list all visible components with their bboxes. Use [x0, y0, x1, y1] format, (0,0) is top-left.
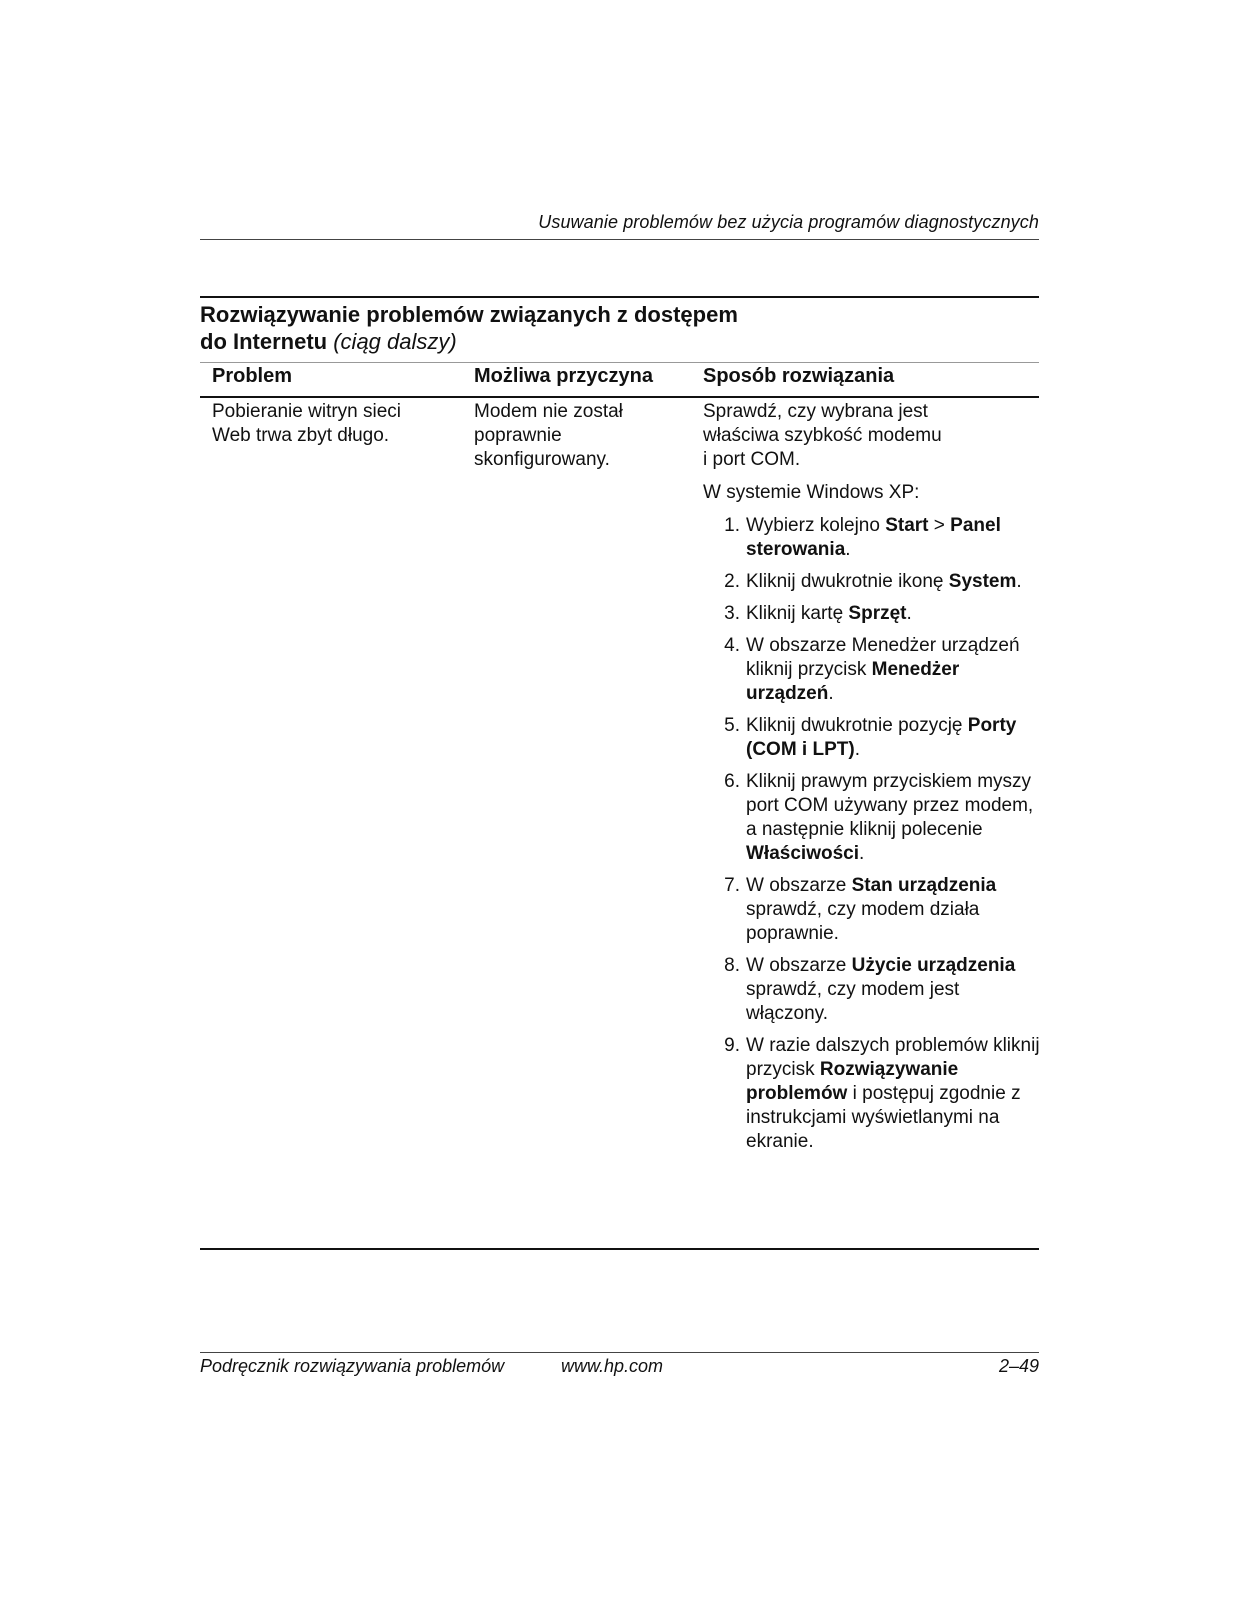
- solution-step: [710, 570, 1040, 594]
- footer-page-number: 2–49: [998, 1356, 1039, 1376]
- step-ui-term: Panel sterowania: [746, 515, 1001, 560]
- solution-step: [710, 602, 1040, 626]
- step-ui-term: Właściwości: [746, 843, 859, 864]
- table-bottom-rule: [200, 1248, 1039, 1250]
- solution-step: [710, 770, 1040, 866]
- step-text-fragment: Kliknij kartę: [746, 603, 849, 624]
- step-text-fragment: W razie dalszych problemów kliknij przycisk: [746, 1035, 1040, 1080]
- step-text: [746, 514, 1040, 562]
- step-text-fragment: W obszarze: [746, 875, 852, 896]
- step-ui-term: Start: [885, 515, 929, 536]
- step-text: [746, 770, 1040, 866]
- step-number: 4.: [724, 635, 740, 656]
- cause-line: poprawnie: [474, 425, 562, 446]
- step-ui-term: Stan urządzenia: [851, 875, 997, 896]
- solution-line: i port COM.: [703, 449, 801, 470]
- step-ui-term: Rozwiązywanie problemów: [746, 1059, 959, 1104]
- solution-step: [710, 954, 1040, 1026]
- solution-step: [710, 514, 1040, 562]
- step-number: 7.: [724, 875, 740, 896]
- table-top-rule: [200, 296, 1039, 298]
- step-number: 2.: [724, 571, 740, 592]
- step-text-fragment: Kliknij dwukrotnie pozycję: [746, 715, 968, 736]
- step-text-fragment: .: [859, 843, 865, 864]
- step-text: [746, 874, 1040, 946]
- step-text: [746, 714, 1040, 762]
- solution-line: Sprawdź, czy wybrana jest: [703, 401, 928, 422]
- step-text-fragment: Kliknij dwukrotnie ikonę: [746, 571, 949, 592]
- step-text-fragment: .: [828, 683, 834, 704]
- step-text-fragment: W obszarze Menedżer urządzeń kliknij przycisk: [746, 635, 1020, 680]
- step-text-fragment: sprawdź, czy modem działa poprawnie.: [746, 899, 980, 944]
- step-text-fragment: .: [906, 603, 912, 624]
- footer-divider: [200, 1352, 1039, 1353]
- running-head: Usuwanie problemów bez użycia programów diagnostycznych: [538, 212, 1039, 232]
- step-text: [746, 634, 1040, 706]
- step-ui-term: Użycie urządzenia: [851, 955, 1016, 976]
- step-text-fragment: .: [845, 539, 851, 560]
- solution-step: [710, 1034, 1040, 1154]
- cause-cell: [474, 400, 623, 472]
- column-header-cause: Możliwa przyczyna: [474, 365, 653, 387]
- step-text-fragment: W obszarze: [746, 955, 852, 976]
- step-text: [746, 954, 1040, 1026]
- step-ui-term: Menedżer urządzeń: [746, 659, 960, 704]
- step-text-fragment: .: [854, 739, 860, 760]
- step-text: [746, 570, 1040, 594]
- cause-line: skonfigurowany.: [474, 449, 610, 470]
- solution-step: [710, 634, 1040, 706]
- step-text: [746, 602, 1040, 626]
- step-number: 3.: [724, 603, 740, 624]
- step-ui-term: Sprzęt: [848, 603, 907, 624]
- solution-steps-list: [710, 514, 1040, 1162]
- table-title-line-1: Rozwiązywanie problemów związanych z dostępem: [200, 302, 738, 327]
- footer-url: www.hp.com: [561, 1356, 664, 1376]
- header-row-rule: [200, 396, 1039, 398]
- table-title: [200, 301, 738, 355]
- column-header-solution: Sposób rozwiązania: [703, 365, 895, 387]
- header-divider: [200, 239, 1039, 240]
- step-ui-term: System: [948, 571, 1017, 592]
- step-ui-term: Porty (COM i LPT): [746, 715, 1017, 760]
- table-title-line-2: do Internetu: [200, 329, 328, 354]
- solution-intro: [703, 400, 942, 472]
- solution-step: [710, 714, 1040, 762]
- step-text-fragment: >: [928, 515, 951, 536]
- cause-line: Modem nie został: [474, 401, 623, 422]
- problem-line: Web trwa zbyt długo.: [212, 425, 390, 446]
- solution-line: właściwa szybkość modemu: [703, 425, 942, 446]
- problem-cell: [212, 400, 401, 448]
- solution-step: [710, 874, 1040, 946]
- step-number: 9.: [724, 1035, 740, 1056]
- footer-manual-title: Podręcznik rozwiązywania problemów: [200, 1356, 505, 1376]
- step-number: 5.: [724, 715, 740, 736]
- step-text-fragment: i postępuj zgodnie z instrukcjami wyświetlanymi na ekranie.: [746, 1083, 1021, 1152]
- step-number: 6.: [724, 771, 740, 792]
- solution-os-label: W systemie Windows XP:: [703, 482, 920, 503]
- step-text-fragment: .: [1016, 571, 1022, 592]
- problem-line: Pobieranie witryn sieci: [212, 401, 402, 422]
- step-text-fragment: Wybierz kolejno: [746, 515, 886, 536]
- column-header-problem: Problem: [212, 365, 293, 387]
- title-divider: [200, 362, 1039, 363]
- step-text-fragment: sprawdź, czy modem jest włączony.: [746, 979, 960, 1024]
- step-text: [746, 1034, 1040, 1154]
- step-number: 1.: [724, 515, 740, 536]
- step-text-fragment: Kliknij prawym przyciskiem myszy port COM używany przez modem, a następnie kliknij polecenie: [746, 771, 1034, 840]
- table-title-continued: (ciąg dalszy): [333, 329, 457, 354]
- step-number: 8.: [724, 955, 740, 976]
